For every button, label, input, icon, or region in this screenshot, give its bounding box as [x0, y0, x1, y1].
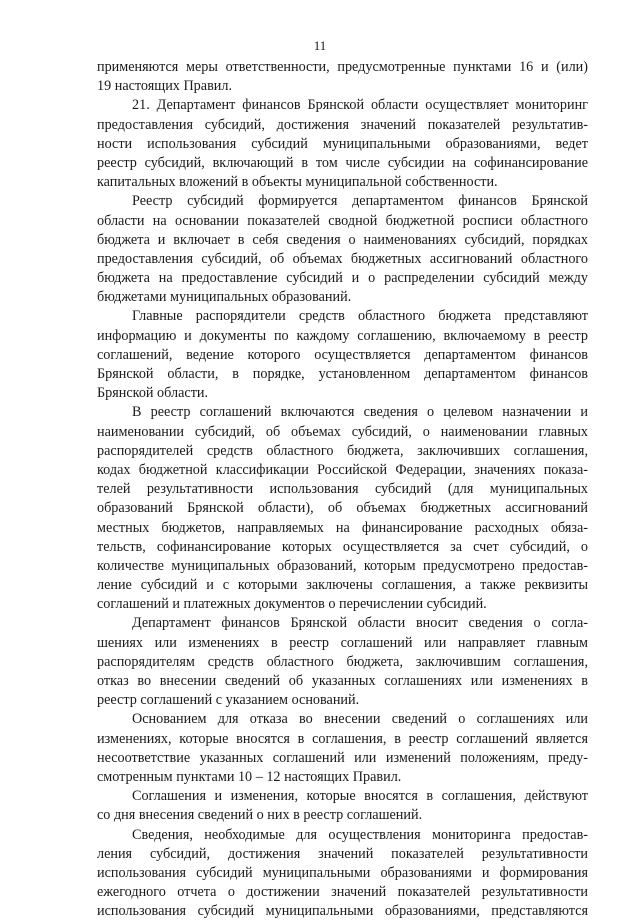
text-line: ности использования субсидий муниципальными образованиями, ведет — [97, 135, 588, 152]
text-line: несоответствие указанных соглашений или изменений положениям, преду- — [97, 749, 588, 766]
text-line: тельств, софинансирование которых осуществляется за счет субсидий, о — [97, 538, 588, 555]
text-line: количестве муниципальных образований, которым предусмотрено предостав- — [97, 557, 588, 574]
text-line: Реестр субсидий формируется департаментом финансов Брянской — [132, 193, 588, 210]
text-line: изменениях, которые вносятся в соглашения, в реестр соглашений является — [97, 730, 588, 747]
text-line: использования субсидий муниципальными образованиями и формирования — [97, 864, 588, 881]
text-line: наименовании субсидий, об объемах субсидий, о наименовании главных — [97, 423, 588, 440]
text-line: 21. Департамент финансов Брянской области осуществляет мониторинг — [132, 97, 588, 114]
text-line: предоставления субсидий, достижения значений показателей результатив- — [97, 116, 588, 133]
text-line: Основанием для отказа во внесении сведений о соглашениях или — [132, 711, 588, 728]
text-line: образований Брянской области), об объемах бюджетных ассигнований — [97, 500, 588, 517]
page-number: 11 — [313, 38, 327, 53]
text-line: Сведения, необходимые для осуществления мониторинга предостав- — [132, 826, 588, 843]
text-line: местных бюджетов, направляемых на финансирование расходных обяза- — [97, 519, 588, 536]
text-line: кодах бюджетной классификации Российской Федерации, значениях показа- — [97, 461, 588, 478]
text-line: Брянской области, в порядке, установленном департаментом финансов — [97, 366, 588, 382]
text-line: реестр соглашений с указанием оснований. — [97, 692, 360, 709]
text-line: В реестр соглашений включаются сведения о целевом назначении и — [132, 404, 588, 421]
text-line: Соглашения и изменения, которые вносятся в соглашения, действуют — [132, 788, 588, 805]
text-line: соглашений, ведение которого осуществляется департаментом финансов — [97, 346, 588, 363]
text-line: отказ во внесении сведений об указанных соглашениях или изменениях в — [97, 673, 588, 689]
text-line: предоставления субсидий, об объемах бюджетных ассигнований областного — [97, 250, 588, 267]
text-line: телей результативности использования субсидий (для муниципальных — [97, 481, 588, 498]
text-line: использования субсидий муниципальными образованиями, представляются — [97, 903, 588, 920]
text-line: ежегодного отчета о достижении значений показателей результативности — [97, 884, 588, 901]
text-line: 19 настоящих Правил. — [97, 78, 232, 95]
text-line: бюджета и включает в себя сведения о наименованиях субсидий, порядках — [97, 231, 588, 248]
text-line: смотренным пунктами 10 – 12 настоящих Правил. — [97, 768, 402, 785]
text-line: шениях или изменениях в реестр соглашений или направляет главным — [97, 634, 588, 651]
text-line: области на основании показателей сводной бюджетной росписи областного — [97, 212, 588, 229]
text-line: со дня внесения сведений о них в реестр соглашений. — [97, 807, 423, 824]
text-line: применяются меры ответственности, предусмотренные пунктами 16 и (или) — [97, 59, 588, 75]
text-line: Брянской области. — [97, 385, 209, 402]
text-line: соглашений и платежных документов о перечислении субсидий. — [97, 596, 487, 613]
text-line: ление субсидий и с которыми заключены соглашения, а также реквизиты — [97, 577, 588, 594]
text-line: информацию и документы по каждому соглашению, включаемому в реестр — [97, 327, 588, 344]
text-line: бюджета на предоставление субсидий и о распределении субсидий между — [97, 270, 588, 287]
text-line: ления субсидий, достижения значений показателей результативности — [97, 845, 588, 862]
text-line: распорядителей средств областного бюджета, заключивших соглашения, — [97, 442, 588, 459]
text-line: реестр субсидий, включающий в том числе субсидии на софинансирование — [97, 154, 588, 171]
text-line: капитальных вложений в объекты муниципальной собственности. — [97, 174, 498, 191]
text-line: бюджетами муниципальных образований. — [97, 289, 352, 306]
text-line: Главные распорядители средств областного бюджета представляют — [132, 308, 588, 325]
text-line: распорядителям средств областного бюджета, заключившим соглашения, — [97, 653, 588, 670]
document-body — [97, 58, 588, 921]
text-line: Департамент финансов Брянской области вносит сведения о согла- — [132, 615, 588, 632]
